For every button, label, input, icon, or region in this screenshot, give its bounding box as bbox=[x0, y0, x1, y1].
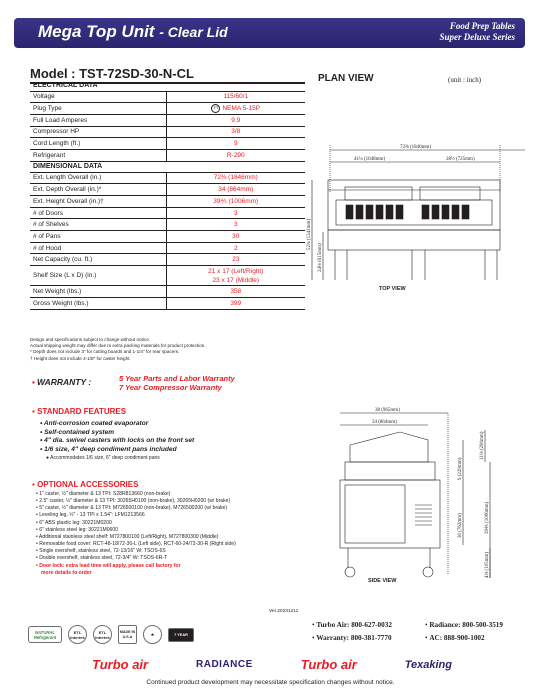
list-item: • Removable food cover: RCT-48-18/72-30-L (Left side), RCT-60-24/72-30-R (Right side) bbox=[36, 541, 236, 548]
list-item-text: 1/6 size, 4" deep condiment pans included bbox=[44, 445, 177, 453]
list-item: • 1" caster, ½" diameter & 13 TPI: S28R813660 (non-brake) bbox=[36, 491, 171, 497]
pan bbox=[432, 205, 439, 219]
certification-badges bbox=[28, 625, 194, 644]
pan bbox=[462, 205, 469, 219]
pan bbox=[346, 205, 353, 219]
spec-value: 72⅜ (1846mm) bbox=[166, 172, 305, 184]
texaking-logo: Texaking bbox=[404, 658, 452, 671]
list-item-text: 2.5" caster, ½" diameter & 13 TPI: 30265H0100 (non-brake), 30265H0200 (w/ brake) bbox=[39, 498, 231, 505]
bullet-icon: ▪ bbox=[32, 407, 38, 416]
dim-depth-top-label: 52¾ (1341mm) bbox=[307, 218, 312, 250]
list-item-text: 6" stainless steel leg: 30221M0600 bbox=[39, 526, 119, 533]
spec-value: 39⅘ (1006mm) bbox=[166, 196, 305, 208]
list-item-text: 5" caster, ½" diameter & 13 TPI: M726500100 (non-brake), M726500200 (w/ brake) bbox=[39, 505, 228, 512]
pan bbox=[452, 205, 459, 219]
caster-wheel bbox=[345, 567, 355, 577]
list-item: • 5" caster, ½" diameter & 13 TPI: M726500100 (non-brake), M726500200 (w/ brake) bbox=[36, 505, 228, 512]
radiance-phone-text: Radiance: 800-500-3519 bbox=[429, 621, 503, 629]
plan-view-unit: (unit : inch) bbox=[448, 76, 482, 84]
note-line: Actual shipping weight may differ due to extra packing materials for product protection. bbox=[30, 343, 206, 349]
pan bbox=[366, 205, 373, 219]
electrical-heading: ELECTRICAL DATA bbox=[30, 80, 305, 91]
spec-value: 9 bbox=[166, 138, 305, 150]
spec-value: 115/60/1 bbox=[166, 91, 305, 103]
spec-label: # of Doors bbox=[30, 207, 166, 219]
warranty-phone: • Warranty: 800-381-7770 bbox=[312, 634, 392, 642]
spec-label: # of Pans bbox=[30, 231, 166, 243]
dim-side-total-label: 38 (965mm) bbox=[375, 408, 400, 413]
pan bbox=[396, 205, 403, 219]
list-item: • Double overshelf, stainless steel, 72-3/4" W: TSOS-6R-T bbox=[36, 555, 168, 562]
dim-side-caster-label: 4⅛ (105mm) bbox=[485, 551, 490, 578]
plug-type-value: NEMA 5-15P bbox=[222, 105, 261, 113]
seven-year-badge: 7 YEAR bbox=[168, 628, 194, 642]
spec-label: Plug Type bbox=[30, 103, 166, 115]
dimensional-heading: DIMENSIONAL DATA bbox=[30, 161, 305, 172]
brand-logos bbox=[92, 657, 452, 672]
spec-value: 2 bbox=[166, 242, 305, 254]
dim-depth-mid-label: 24⅛ (615mm) bbox=[318, 243, 323, 272]
spec-label: Ext. Height Overall (in.)† bbox=[30, 196, 166, 208]
note-line: Design and specifications subject to change without notice. bbox=[30, 337, 151, 342]
product-title-text: Mega Top Unit bbox=[38, 22, 155, 41]
list-item-text: more details to order bbox=[41, 569, 92, 576]
ac-phone: • AC: 888-900-1002 bbox=[425, 634, 485, 642]
list-subnote-text: Accommodates 1/6 size, 6" deep condiment pans bbox=[50, 455, 160, 462]
list-item: • 2.5" caster, ½" diameter & 13 TPI: 30265H0100 (non-brake), 30265H0200 (w/ brake) bbox=[36, 498, 231, 505]
spec-label: Ext. Depth Overall (in.)* bbox=[30, 184, 166, 196]
ac-phone-text: AC: 888-900-1002 bbox=[429, 634, 485, 642]
contact-right bbox=[425, 619, 503, 645]
warranty-label-text: WARRANTY : bbox=[37, 377, 92, 387]
spec-value: 34 (864mm) bbox=[166, 184, 305, 196]
list-item: • Anti-corrosion coated evaporator bbox=[40, 420, 149, 427]
version-label: Ver.20231211 bbox=[269, 609, 299, 614]
caster-wheel bbox=[423, 567, 433, 577]
contact-left bbox=[312, 619, 392, 645]
spec-label: # of Shelves bbox=[30, 219, 166, 231]
spec-value: 3 bbox=[166, 219, 305, 231]
top-view-drawing bbox=[312, 145, 525, 280]
spec-value: 358 bbox=[166, 286, 305, 298]
dim-side-work-label: 30 (762mm) bbox=[458, 513, 463, 538]
pan-row bbox=[346, 205, 469, 219]
etl-sanitation-badge: ETL Intertek bbox=[68, 625, 87, 644]
model-number: Model : TST-72SD-30-N-CL bbox=[30, 66, 305, 84]
top-view-label: TOP VIEW bbox=[379, 286, 406, 292]
texas-badge: ★ bbox=[143, 625, 162, 644]
turbo-air-logo-2: Turbo air bbox=[300, 657, 357, 672]
pan bbox=[422, 205, 429, 219]
list-subnote: ● Accommodates 1/6 size, 6" deep condiment pans bbox=[46, 455, 160, 462]
pan bbox=[356, 205, 363, 219]
turbo-air-logo: Turbo air bbox=[92, 657, 149, 672]
list-item-text: 1" caster, ½" diameter & 13 TPI: S28R813660 (non-brake) bbox=[39, 491, 171, 497]
spec-label: Ext. Length Overall (in.) bbox=[30, 172, 166, 184]
spec-label: Voltage bbox=[30, 91, 166, 103]
cutting-board bbox=[328, 230, 500, 250]
pan bbox=[442, 205, 449, 219]
spec-label: Cord Length (ft.) bbox=[30, 138, 166, 150]
turbo-air-phone: • Turbo Air: 800-627-0032 bbox=[312, 621, 392, 629]
list-item-text: Double overshelf, stainless steel, 72-3/4" W: TSOS-6R-T bbox=[39, 555, 168, 562]
warranty-line: 7 Year Compressor Warranty bbox=[119, 382, 222, 392]
list-item-text: Additional stainless steel shelf: M727800100 (Left/Right), M727800300 (Middle) bbox=[38, 533, 219, 540]
shelf-size-1: 21 x 17 (Left/Right) bbox=[208, 267, 264, 275]
spec-value: R-290 bbox=[166, 149, 305, 161]
plan-view-title: PLAN VIEW bbox=[318, 73, 374, 84]
series-label: Super Deluxe Series bbox=[439, 32, 515, 42]
lid-profile bbox=[350, 432, 428, 462]
radiance-phone: • Radiance: 800-500-3519 bbox=[425, 621, 503, 629]
cabinet-body bbox=[340, 480, 440, 548]
plug-icon: ⊓ bbox=[211, 104, 220, 113]
optional-accessories-title-text: OPTIONAL ACCESSORIES bbox=[37, 480, 139, 489]
door bbox=[345, 485, 405, 543]
natural-refrigerant-badge: NATURAL Refrigerant bbox=[28, 626, 62, 643]
turbo-air-phone-text: Turbo Air: 800-627-0032 bbox=[316, 621, 392, 629]
spec-label: Full Load Amperes bbox=[30, 114, 166, 126]
spec-label: Compressor HP bbox=[30, 126, 166, 138]
spec-label: Shelf Size (L x D) (in.) bbox=[30, 266, 166, 286]
warranty-line: 5 Year Parts and Labor Warranty bbox=[119, 374, 235, 383]
dim-side-hood-label: 9 (229mm) bbox=[458, 457, 463, 480]
spec-value: 23 bbox=[166, 254, 305, 266]
shelf-size-2: 23 x 17 (Middle) bbox=[212, 276, 260, 284]
list-item: • Single overshelf, stainless steel, 72-13/16" W: TSOS-6S bbox=[36, 548, 166, 555]
pan-rail bbox=[345, 462, 435, 480]
spec-value: 30 bbox=[166, 231, 305, 243]
spec-value: 9.9 bbox=[166, 114, 305, 126]
list-item-text: Leveling leg, ½" - 13 TPI x 1.54": LFM1213566 bbox=[39, 512, 145, 519]
list-item-text: 4" dia. swivel casters with locks on the front set bbox=[44, 437, 195, 445]
spec-label: Net Weight (lbs.) bbox=[30, 286, 166, 298]
spec-value: 399 bbox=[166, 297, 305, 309]
dim-right-label: 28½ (725mm) bbox=[446, 157, 475, 162]
list-item-text: Single overshelf, stainless steel, 72-13/16" W: TSOS-6S bbox=[39, 548, 166, 555]
note-line: † Height does not include 4-1/8" for caster height. bbox=[30, 355, 131, 361]
list-item: • Additional stainless steel shelf: M727800100 (Left/Right), M727800300 (Middle) bbox=[36, 533, 219, 540]
list-item: • 6" ABS plastic leg: 30221M0200 bbox=[36, 519, 112, 526]
side-view-label: SIDE VIEW bbox=[368, 578, 397, 584]
bullet-icon: ▪ bbox=[32, 480, 38, 489]
footer-disclaimer: Continued product development may necessitate specification changes without notice. bbox=[146, 679, 395, 686]
dim-side-lid-label: 11⅛ (290mm) bbox=[480, 431, 485, 460]
category-label: Food Prep Tables bbox=[449, 21, 515, 31]
top-view-body bbox=[328, 180, 500, 230]
side-view-drawing bbox=[340, 413, 490, 578]
product-subtitle: - Clear Lid bbox=[159, 24, 228, 40]
list-item: • 4" dia. swivel casters with locks on the front set bbox=[40, 437, 195, 445]
note-line: * Depth does not include 3" for cutting boards and 1-1/4" for rear spacers. bbox=[30, 349, 180, 355]
dim-side-depth-label: 34 (864mm) bbox=[372, 420, 397, 425]
etl-listed-badge: ETL Intertek bbox=[93, 625, 112, 644]
list-item-text: Anti-corrosion coated evaporator bbox=[43, 420, 149, 427]
spec-label: Gross Weight (lbs.) bbox=[30, 297, 166, 309]
dim-length-label: 72⅜ (1846mm) bbox=[400, 145, 432, 150]
spec-label: Net Capacity (cu. ft.) bbox=[30, 254, 166, 266]
list-item-text: 6" ABS plastic leg: 30221M0200 bbox=[39, 519, 112, 526]
vent-grille bbox=[415, 505, 432, 525]
list-item: • 6" stainless steel leg: 30221M0600 bbox=[36, 526, 119, 533]
standard-features-title-text: STANDARD FEATURES bbox=[37, 407, 127, 416]
dim-side-height-label: 39⅘ (1006mm) bbox=[485, 501, 490, 534]
list-item-text: Removable food cover: RCT-48-18/72-30-L (Left side), RCT-60-24/72-30-R (Right side) bbox=[39, 541, 236, 548]
spec-label: Refrigerant bbox=[30, 149, 166, 161]
dim-left-label: 41¼ (1048mm) bbox=[354, 157, 386, 162]
list-item: • Leveling leg, ½" - 13 TPI x 1.54": LFM1213566 bbox=[36, 512, 145, 519]
spec-value: 3 bbox=[166, 207, 305, 219]
list-item: • 1/6 size, 4" deep condiment pans included bbox=[40, 445, 177, 453]
made-in-usa-badge: MADE IN U.S.A bbox=[118, 625, 137, 644]
spec-label: # of Hood bbox=[30, 242, 166, 254]
pan bbox=[386, 205, 393, 219]
list-item-text: Self-contained system bbox=[44, 428, 115, 436]
list-item: • Door lock: extra lead time will apply, please call factory for bbox=[36, 562, 181, 569]
list-item: • Self-contained system bbox=[40, 428, 115, 436]
bullet-icon: ▪ bbox=[32, 377, 36, 387]
list-item-text: Door lock: extra lead time will apply, please call factory for bbox=[39, 562, 181, 569]
left-lid bbox=[345, 187, 412, 200]
right-lid bbox=[420, 187, 480, 200]
pan bbox=[376, 205, 383, 219]
warranty-phone-text: Warranty: 800-381-7770 bbox=[316, 634, 392, 642]
spec-value: 3/8 bbox=[166, 126, 305, 138]
radiance-logo: RADIANCE bbox=[196, 659, 253, 670]
